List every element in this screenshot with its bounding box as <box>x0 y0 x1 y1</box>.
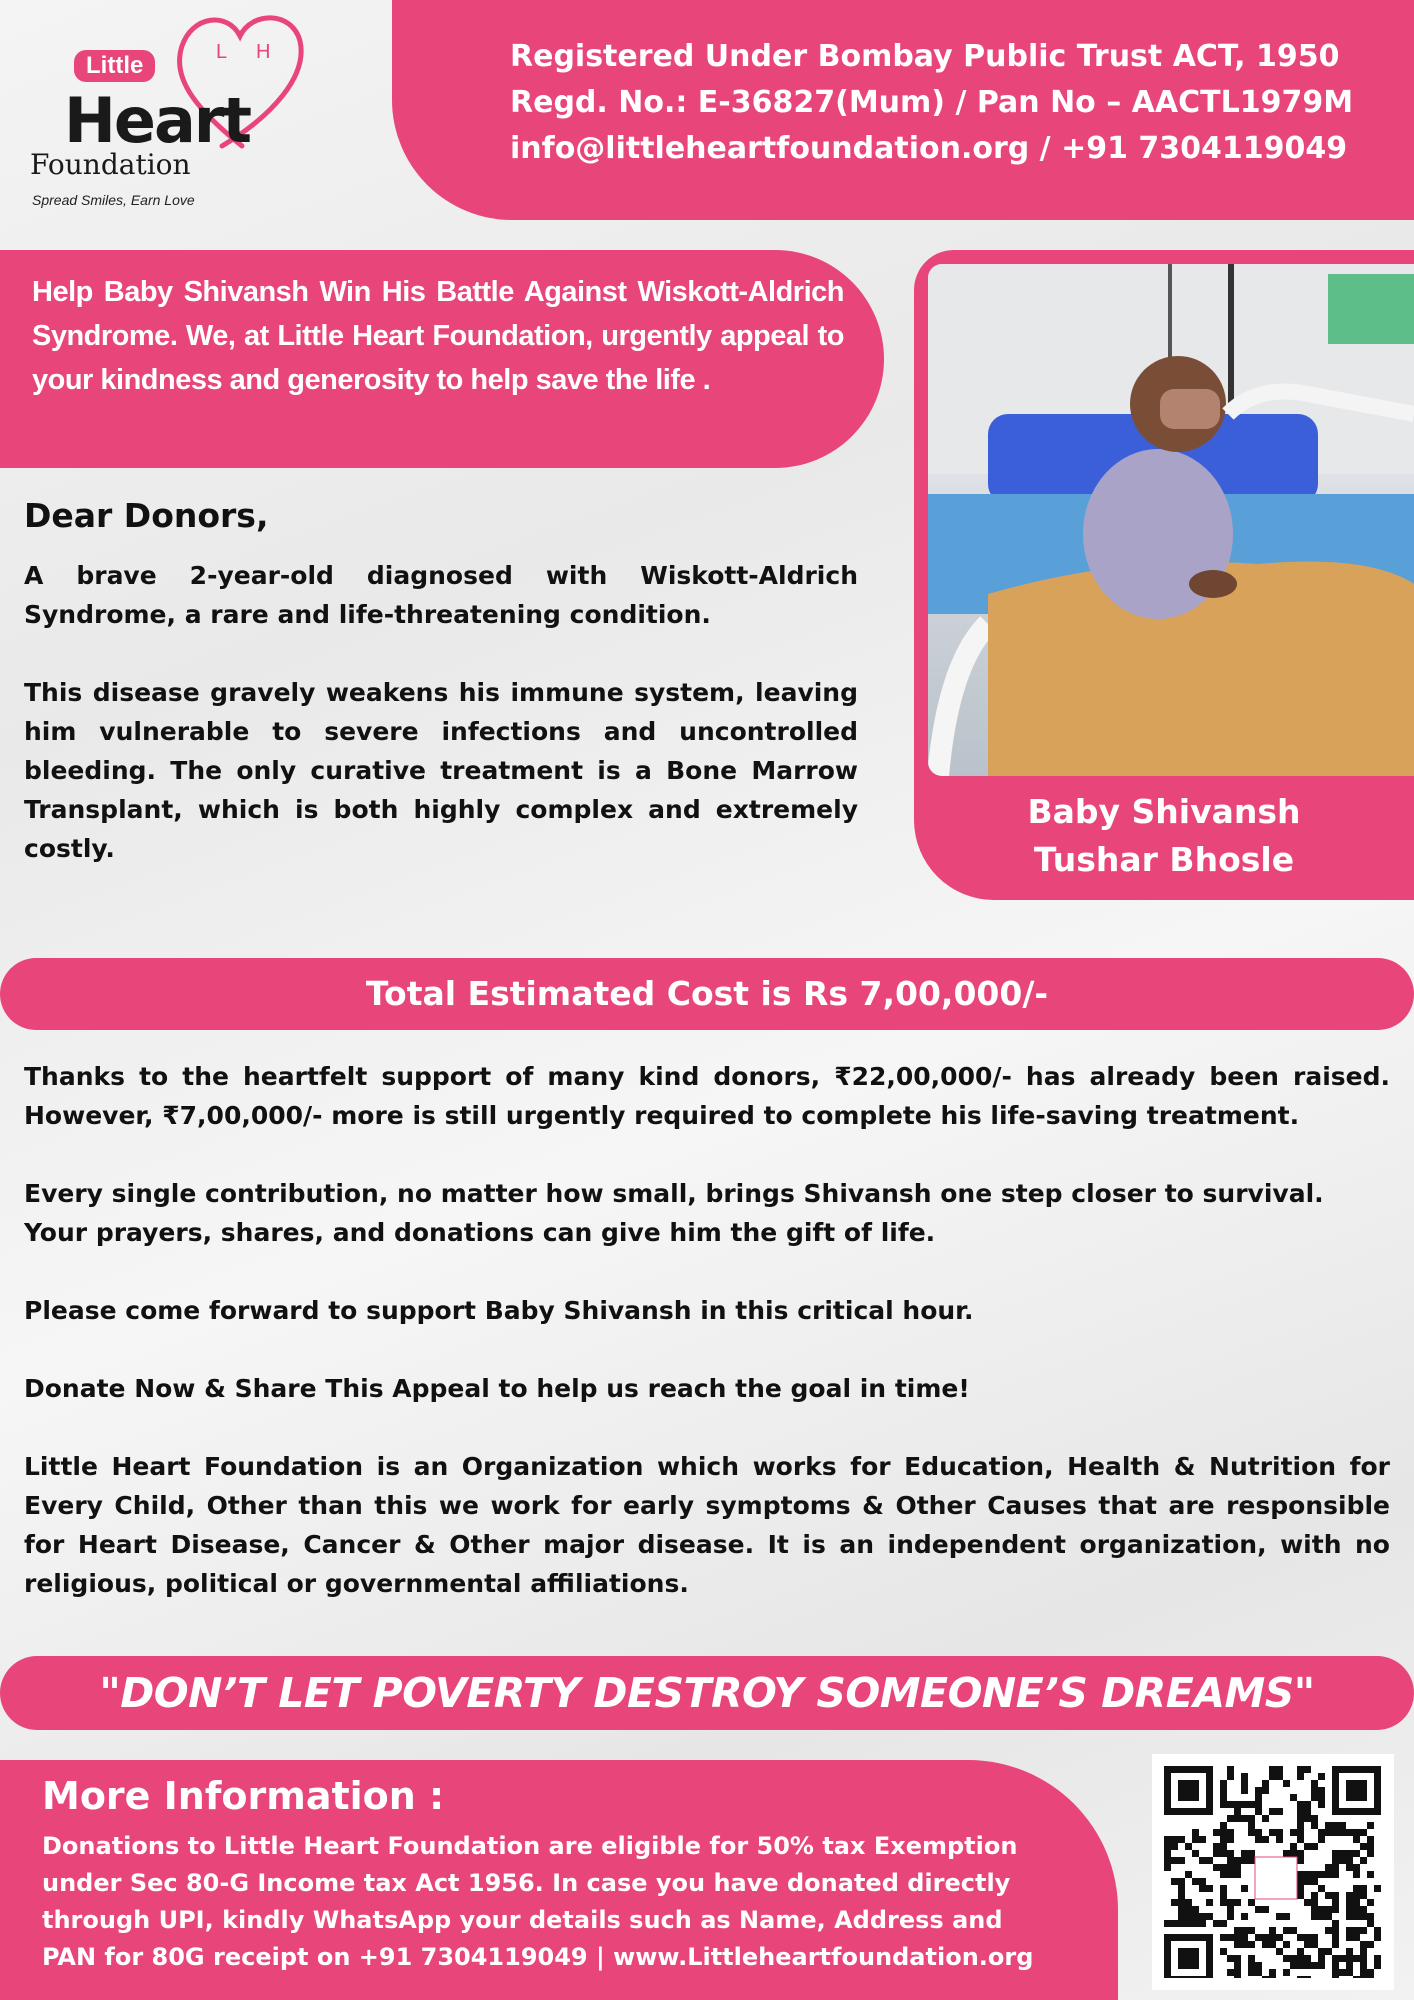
slogan-banner: "DON’T LET POVERTY DESTROY SOMEONE’S DREAMS" <box>0 1656 1414 1730</box>
organization-description: Little Heart Foundation is an Organization which works for Education, Health & Nutrition for Every Child, Other than this we work for early symptoms & Other Causes that are responsible for Heart Disease, Cancer & Other major disease. It is an independent organization, with no religious, political or governmental affiliations. <box>24 1452 1390 1598</box>
greeting: Dear Donors, <box>24 496 269 535</box>
body-paragraph <box>24 1174 1390 1252</box>
patient-photo <box>928 264 1414 776</box>
more-information <box>0 1760 1118 2000</box>
intro-paragraph: A brave 2-year-old diagnosed with Wiskott-Aldrich Syndrome, a rare and life-threatening condition. <box>24 561 858 629</box>
logo-little: Little <box>74 50 155 82</box>
patient-photo-card <box>914 250 1414 900</box>
body-paragraph: Thanks to the heartfelt support of many kind donors, ₹22,00,000/- has already been raised. However, ₹7,00,000/- more is still urgently required to complete his life-saving treatment. <box>24 1062 1390 1130</box>
more-info-line[interactable]: PAN for 80G receipt on +91 7304119049 | www.Littleheartfoundation.org <box>42 1943 1034 1971</box>
intro-paragraph: This disease gravely weakens his immune system, leaving him vulnerable to severe infections and uncontrolled bleeding. The only curative treatment is a Bone Marrow Transplant, which is both highly complex and extremely costly. <box>24 678 858 863</box>
patient-name-line1: Baby Shivansh <box>1027 792 1301 831</box>
body-line: Your prayers, shares, and donations can give him the gift of life. <box>24 1218 936 1247</box>
more-info-line: under Sec 80-G Income tax Act 1956. In case you have donated directly <box>42 1869 1011 1897</box>
registration-header <box>392 0 1414 220</box>
logo-heart: Heart <box>64 84 250 157</box>
registration-number-line: Regd. No.: E-36827(Mum) / Pan No – AACTL1979M <box>510 85 1354 120</box>
patient-name <box>914 788 1414 884</box>
appeal-text: Help Baby Shivansh Win His Battle Against Wiskott-Aldrich Syndrome. We, at Little Heart Foundation, urgently appeal to your kindness and generosity to help save the life . <box>32 276 844 396</box>
intro-text <box>24 556 858 868</box>
more-info-line: Donations to Little Heart Foundation are eligible for 50% tax Exemption <box>42 1832 1018 1860</box>
foundation-logo <box>22 6 292 216</box>
patient-name-line2: Tushar Bhosle <box>1033 840 1295 879</box>
registration-line: Registered Under Bombay Public Trust ACT, 1950 <box>510 39 1340 74</box>
body-paragraph: Please come forward to support Baby Shivansh in this critical hour. <box>24 1296 974 1325</box>
appeal-body <box>24 1057 1390 1642</box>
cost-banner: Total Estimated Cost is Rs 7,00,000/- <box>0 958 1414 1030</box>
more-info-body <box>42 1828 1062 1976</box>
more-info-line: through UPI, kindly WhatsApp your details such as Name, Address and <box>42 1906 1003 1934</box>
logo-tagline: Spread Smiles, Earn Love <box>32 192 195 208</box>
monogram-h: H <box>256 41 271 63</box>
call-to-action: Donate Now & Share This Appeal to help us reach the goal in time! <box>24 1374 970 1403</box>
qr-code-icon <box>1164 1766 1382 1978</box>
logo-foundation: Foundation <box>30 148 191 181</box>
body-line: Every single contribution, no matter how small, brings Shivansh one step closer to survival. <box>24 1179 1324 1208</box>
monogram-l: L <box>216 41 228 63</box>
more-info-title: More Information : <box>42 1774 445 1818</box>
contact-line[interactable]: info@littleheartfoundation.org / +91 7304119049 <box>510 131 1348 166</box>
donation-qr-code[interactable] <box>1152 1754 1394 1990</box>
appeal-banner <box>0 250 884 468</box>
